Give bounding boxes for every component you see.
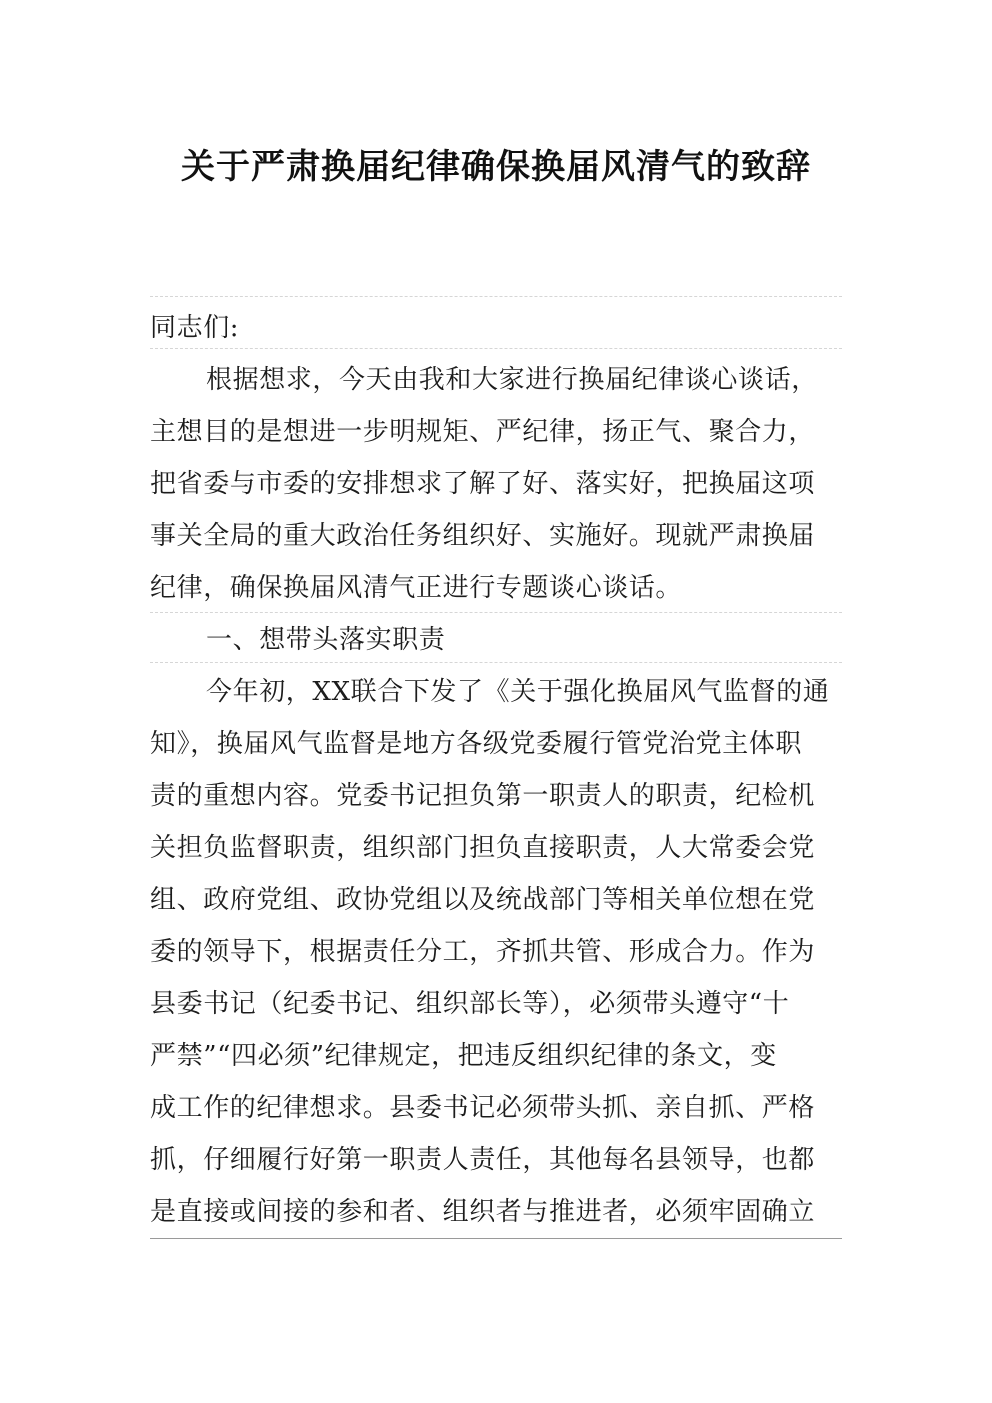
paragraph-line: 知》，换届风气监督是地方各级党委履行管党治党主体职	[150, 729, 803, 759]
paragraph-line: 纪律，确保换届风清气正进行专题谈心谈话。	[150, 573, 683, 603]
paragraph-1	[150, 354, 822, 614]
paragraph-line: 委的领导下，根据责任分工，齐抓共管、形成合力。作为	[150, 937, 816, 967]
divider	[150, 296, 842, 297]
divider	[150, 348, 842, 349]
paragraph-2	[150, 666, 830, 1238]
paragraph-line: 责的重想内容。党委书记担负第一职责人的职责，纪检机	[150, 781, 816, 811]
divider	[150, 1238, 842, 1239]
paragraph-line: 事关全局的重大政治任务组织好、实施好。现就严肃换届	[150, 521, 816, 551]
salutation: 同志们:	[150, 313, 240, 343]
divider	[150, 612, 842, 613]
paragraph-line: 县委书记（纪委书记、组织部长等），必须带头遵守“十	[150, 989, 790, 1019]
paragraph-line: 成工作的纪律想求。县委书记必须带头抓、亲自抓、严格	[150, 1093, 816, 1123]
divider	[150, 662, 842, 663]
section-heading: 一、想带头落实职责	[206, 625, 446, 655]
paragraph-line: 今年初，XX联合下发了《关于强化换届风气监督的通	[206, 677, 830, 707]
paragraph-line: 根据想求，今天由我和大家进行换届纪律谈心谈话，	[206, 365, 818, 395]
paragraph-line: 组、政府党组、政协党组以及统战部门等相关单位想在党	[150, 885, 816, 915]
paragraph-line: 把省委与市委的安排想求了解了好、落实好，把换届这项	[150, 469, 816, 499]
salutation-block	[150, 302, 822, 354]
paragraph-line: 抓，仔细履行好第一职责人责任，其他每名县领导，也都	[150, 1145, 816, 1175]
paragraph-line: 是直接或间接的参和者、组织者与推进者，必须牢固确立	[150, 1197, 816, 1227]
paragraph-line: 严禁”“四必须”纪律规定，把违反组织纪律的条文，变	[150, 1041, 777, 1071]
paragraph-line: 主想目的是想进一步明规矩、严纪律，扬正气、聚合力，	[150, 417, 816, 447]
section-heading-block	[150, 614, 822, 666]
document-title: 关于严肃换届纪律确保换届风清气的致辞	[181, 147, 811, 187]
paragraph-line: 关担负监督职责，组织部门担负直接职责，人大常委会党	[150, 833, 816, 863]
